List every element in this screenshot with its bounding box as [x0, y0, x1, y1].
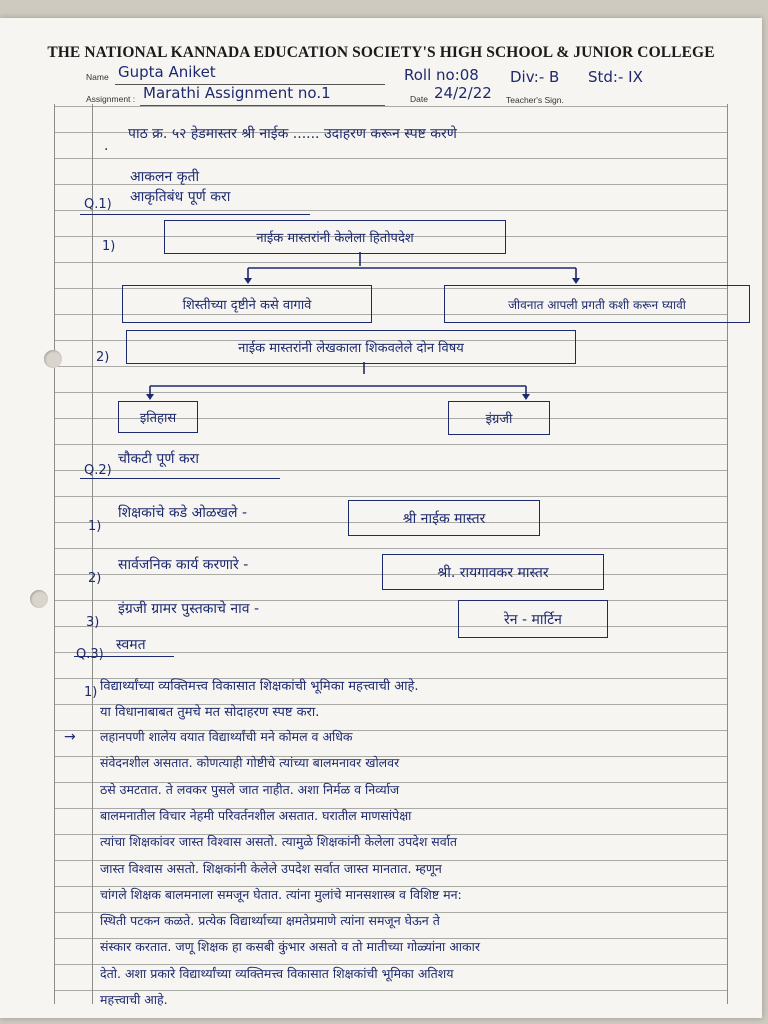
q3-question-line-2: या विधानाबाबत तुमचे मत सोदाहरण स्पष्ट करा. [100, 705, 320, 720]
q1-item1-number: 1) [102, 239, 116, 254]
q2-item3-number: 3) [86, 615, 100, 630]
q1-item2-box: नाईक मास्तरांनी लेखकाला शिकवलेले दोन विषय [126, 330, 576, 364]
left-margin-line-2 [92, 104, 93, 1004]
punch-hole-bottom [30, 590, 48, 608]
q3-answer-line: ठसे उमटतात. ते लवकर पुसले जात नाहीत. अशा निर्मळ व निर्व्याज [100, 781, 400, 797]
q3-answer-line: स्थिती पटकन कळते. प्रत्येक विद्यार्थ्याच्या क्षमतेप्रमाणे त्यांना समजून घेऊन ते [100, 913, 440, 929]
standard: Std:- IX [588, 68, 643, 86]
ruled-line [54, 444, 728, 445]
ruled-line [54, 262, 728, 263]
q3-answer-line: त्यांचा शिक्षकांवर जास्त विश्वास असतो. त्यामुळे शिक्षकांनी केलेला उपदेश सर्वात [100, 834, 458, 850]
date-value: 24/2/22 [434, 84, 492, 102]
division: Div:- B [510, 68, 560, 86]
q2-item2-question: सार्वजनिक कार्य करणारे - [118, 557, 249, 573]
left-margin-line [54, 104, 55, 1004]
ruled-line [54, 106, 728, 107]
q2-underline [80, 478, 280, 479]
date-label: Date [410, 94, 428, 104]
q3-heading: स्वमत [116, 637, 146, 653]
q1-item1-box: नाईक मास्तरांनी केलेला हितोपदेश [164, 220, 506, 254]
ruled-line [54, 366, 728, 367]
teacher-sign-label: Teacher's Sign. [506, 95, 564, 105]
q3-number: 1) [84, 685, 98, 700]
q2-item1-question: शिक्षकांचे कडे ओळखले - [118, 505, 248, 521]
assignment-label: Assignment : [86, 94, 136, 104]
q1-item2-right-box: इंग्रजी [448, 401, 550, 435]
q2-heading: चौकटी पूर्ण करा [118, 451, 200, 467]
q3-answer-line: संवेदनशील असतात. कोणत्याही गोष्टीचे त्यांच्या बालमनावर खोलवर [100, 755, 400, 771]
assignment-underline [140, 105, 385, 106]
q1-heading-comprehension: आकलन कृती [130, 169, 200, 185]
q2-item2-answer-box: श्री. रायगावकर मास्तर [382, 554, 604, 590]
ruled-line [54, 496, 728, 497]
student-name: Gupta Aniket [118, 63, 216, 81]
ruled-line [54, 548, 728, 549]
q2-item1-answer-box: श्री नाईक मास्तर [348, 500, 540, 536]
q3-answer-line: महत्त्वाची आहे. [100, 992, 168, 1007]
intro-line: पाठ क्र. ५२ हेडमास्तर श्री नाईक ...... उदाहरण करून स्पष्ट करणे [128, 126, 457, 142]
q1-underline [80, 214, 310, 215]
ruled-line [54, 652, 728, 653]
intro-bullet: . [104, 138, 109, 154]
q3-question-line-1: विद्यार्थ्यांच्या व्यक्तिमत्त्व विकासात शिक्षकांची भूमिका महत्त्वाची आहे. [100, 679, 419, 694]
q3-underline [74, 656, 174, 657]
assignment-title: Marathi Assignment no.1 [143, 84, 331, 102]
q2-label: Q.2) [84, 463, 112, 478]
roll-number: Roll no:08 [404, 66, 479, 84]
ruled-line [54, 158, 728, 159]
q1-heading-diagram: आकृतिबंध पूर्ण करा [130, 189, 231, 205]
school-name: THE NATIONAL KANNADA EDUCATION SOCIETY'S HIGH SCHOOL & JUNIOR COLLEGE [47, 44, 715, 61]
q1-label: Q.1) [84, 197, 112, 212]
assignment-sheet [0, 18, 762, 1018]
q1-item2-number: 2) [96, 350, 110, 365]
q3-answer-line: देतो. अशा प्रकारे विद्यार्थ्यांच्या व्यक्तिमत्त्व विकासात शिक्षकांची भूमिका अतिशय [100, 965, 454, 981]
name-label: Name [86, 72, 109, 82]
q3-answer-line: बालमनातील विचार नेहमी परिवर्तनशील असतात. घरातील माणसांपेक्षा [100, 807, 412, 823]
answer-arrow: → [64, 729, 76, 745]
q2-item3-answer-box: रेन - मार्टिन [458, 600, 608, 638]
punch-hole-top [44, 350, 62, 368]
q1-item1-right-box: जीवनात आपली प्रगती कशी करून घ्यावी [444, 285, 750, 323]
q2-item1-number: 1) [88, 519, 102, 534]
q2-item2-number: 2) [88, 571, 102, 586]
ruled-line [54, 210, 728, 211]
q3-answer-line: संस्कार करतात. जणू शिक्षक हा कसबी कुंभार असतो व तो मातीच्या गोळ्यांना आकार [100, 939, 480, 955]
q3-answer-line: चांगले शिक्षक बालमनाला समजून घेतात. त्यांना मुलांचे मानसशास्त्र व विशिष्ट मन: [100, 886, 462, 902]
q3-answer-line: लहानपणी शालेय वयात विद्यार्थ्यांची मने कोमल व अधिक [100, 729, 353, 744]
ruled-line [54, 392, 728, 393]
ruled-line [54, 470, 728, 471]
q1-item2-left-box: इतिहास [118, 401, 198, 433]
q3-answer-line: जास्त विश्वास असतो. शिक्षकांनी केलेले उपदेश सर्वात जास्त मानतात. म्हणून [100, 860, 442, 876]
q3-label: Q.3) [76, 647, 104, 662]
ruled-line [54, 626, 728, 627]
q2-item3-question: इंग्रजी ग्रामर पुस्तकाचे नाव - [118, 601, 260, 617]
q1-item1-left-box: शिस्तीच्या दृष्टीने कसे वागावे [122, 285, 372, 323]
